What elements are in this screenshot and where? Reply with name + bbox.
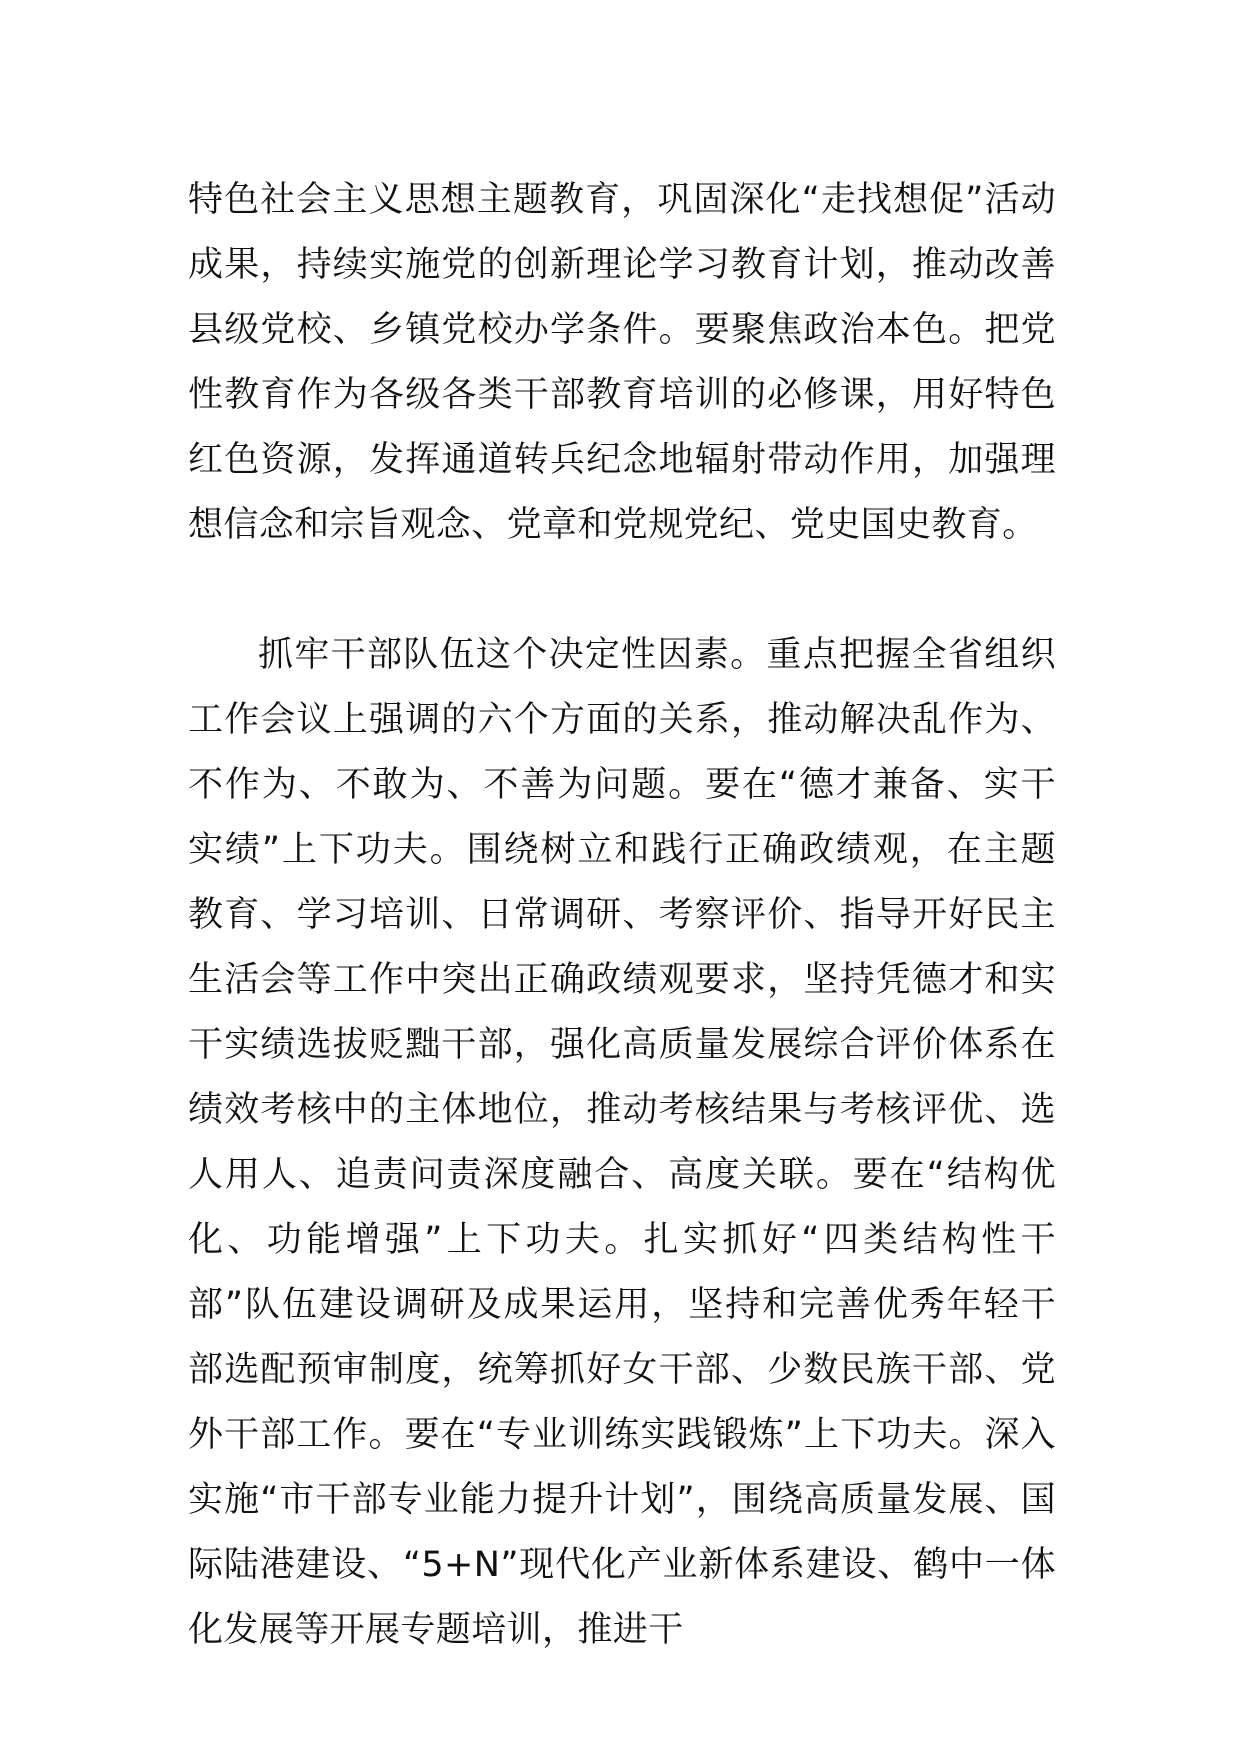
paragraph-continued: 特色社会主义思想主题教育，巩固深化“走找想促”活动成果，持续实施党的创新理论学习教育计划，推动改善县级党校、乡镇党校办学条件。要聚焦政治本色。把党性教育作为各级各类干部教育培训的必修课，用好特色红色资源，发挥通道转兵纪念地辐射带动作用，加强理想信念和宗旨观念、党章和党规党纪、党史国史教育。 [188,180,1056,545]
paragraph-cadre-team: 抓牢干部队伍这个决定性因素。重点把握全省组织工作会议上强调的六个方面的关系，推动解决乱作为、不作为、不敢为、不善为问题。要在“德才兼备、实干实绩”上下功夫。围绕树立和践行正确政绩观，在主题教育、学习培训、日常调研、考察评价、指导开好民主生活会等工作中突出正确政绩观要求，坚持凭德才和实干实绩选拔贬黜干部，强化高质量发展综合评价体系在绩效考核中的主体地位，推动考核结果与考核评优、选人用人、追责问责深度融合、高度关联。要在“结构优化、功能增强”上下功夫。扎实抓好“四类结构性干部”队伍建设调研及成果运用，坚持和完善优秀年轻干部选配预审制度，统筹抓好女干部、少数民族干部、党外干部工作。要在“专业训练实践锻炼”上下功夫。深入实施“市干部专业能力提升计划”，围绕高质量发展、国际陆港建设、“5+N”现代化产业新体系建设、鹤中一体化发展等开展专题培训，推进干 [188,635,1056,1650]
paragraph-spacer [188,558,1056,623]
document-body [188,168,1056,1663]
